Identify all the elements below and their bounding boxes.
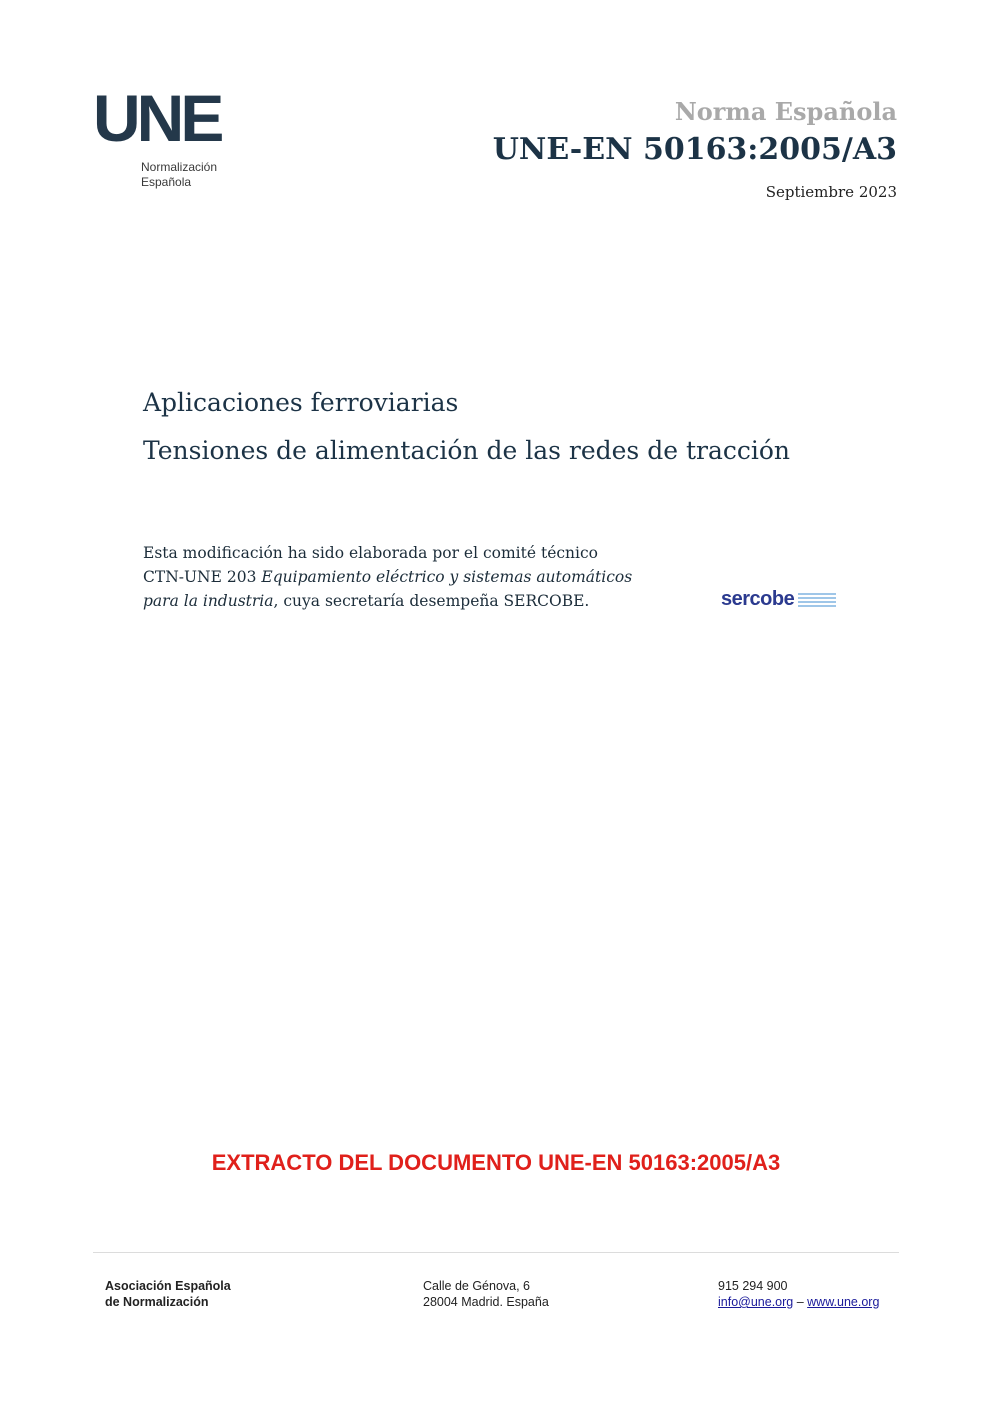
document-titles <box>143 385 790 481</box>
footer-links <box>718 1294 879 1310</box>
committee-line-2 <box>143 565 632 589</box>
sercobe-wordmark: sercobe <box>721 588 795 610</box>
une-logo-mark: UNE <box>93 81 221 155</box>
committee-secretariat: , cuya secretaría desempeña SERCOBE. <box>273 592 590 610</box>
sercobe-logo <box>721 588 836 611</box>
website-link[interactable]: www.une.org <box>807 1295 880 1309</box>
norma-label: Norma Española <box>674 97 897 126</box>
committee-code: CTN-UNE 203 <box>143 568 262 586</box>
une-logo <box>93 81 233 200</box>
footer-org-line2: de Normalización <box>105 1295 209 1309</box>
une-logo-line1: Normalización <box>141 160 218 174</box>
footer-phone: 915 294 900 <box>718 1279 788 1293</box>
committee-name-part1: Equipamiento eléctrico y sistemas automáticos <box>261 568 633 586</box>
extract-notice: EXTRACTO DEL DOCUMENTO UNE-EN 50163:2005/A3 <box>211 1150 781 1175</box>
footer-address-line2: 28004 Madrid. España <box>423 1295 549 1309</box>
une-logo-line2: Española <box>141 175 192 189</box>
footer-address <box>423 1278 549 1310</box>
standard-header <box>493 96 897 202</box>
footer-link-separator: – <box>793 1295 808 1309</box>
title-line-2: Tensiones de alimentación de las redes de tracción <box>143 436 791 465</box>
title-line-1: Aplicaciones ferroviarias <box>143 388 459 417</box>
footer-address-line1: Calle de Génova, 6 <box>423 1279 531 1293</box>
email-link[interactable]: info@une.org <box>718 1295 794 1309</box>
committee-line-1: Esta modificación ha sido elaborada por el comité técnico <box>143 544 599 562</box>
committee-statement <box>143 541 632 613</box>
footer-contact <box>718 1278 879 1310</box>
standard-code: UNE-EN 50163:2005/A3 <box>492 132 897 167</box>
sercobe-stripes-icon <box>798 593 836 607</box>
committee-line-3 <box>143 589 632 613</box>
footer-org-line1: Asociación Española <box>105 1279 231 1293</box>
une-logo-subtitle <box>141 160 233 190</box>
footer-organization <box>105 1278 231 1310</box>
committee-name-part2: para la industria <box>143 592 274 610</box>
footer-divider <box>93 1252 899 1253</box>
publication-date: Septiembre 2023 <box>765 183 897 201</box>
